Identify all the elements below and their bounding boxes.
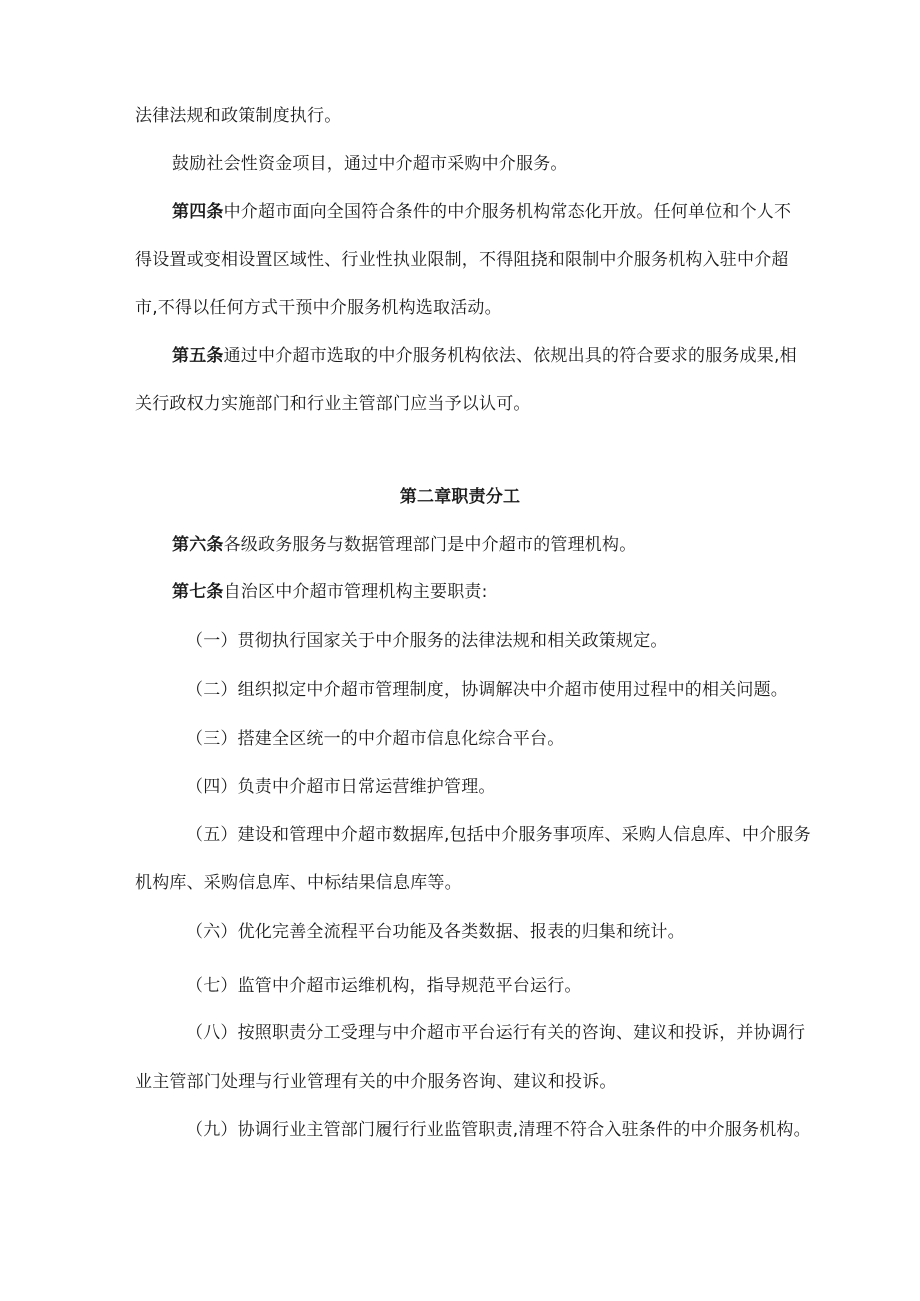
list-item: （五）建设和管理中介超市数据库,包括中介服务事项库、采购人信息库、中介服务 xyxy=(186,825,811,845)
article-text: 通过中介超市选取的中介服务机构依法、依规出具的符合要求的服务成果,相 xyxy=(223,346,797,366)
chapter-title: 第二章职责分工 xyxy=(399,487,521,507)
article-text: 各级政务服务与数据管理部门是中介超市的管理机构。 xyxy=(223,535,637,555)
article-4-line: 得设置或变相设置区域性、行业性执业限制，不得阻挠和限制中介服务机构入驻中介超 xyxy=(135,250,789,270)
article-4-line: 市,不得以任何方式干预中介服务机构选取活动。 xyxy=(135,298,502,318)
list-item: （八）按照职责分工受理与中介超市平台运行有关的咨询、建议和投诉，并协调行 xyxy=(186,1023,806,1043)
article-7-line xyxy=(172,580,488,604)
list-item: （三）搭建全区统一的中介超市信息化综合平台。 xyxy=(186,729,565,749)
article-label: 第五条 xyxy=(172,346,224,366)
list-item-continuation: 机构库、采购信息库、中标结果信息库等。 xyxy=(135,873,462,893)
list-item-continuation: 业主管部门处理与行业管理有关的中介服务咨询、建议和投诉。 xyxy=(135,1072,617,1092)
article-6-line xyxy=(172,533,636,557)
list-item: （一）贯彻执行国家关于中介服务的法律法规和相关政策规定。 xyxy=(186,631,668,651)
article-5-line: 关行政权力实施部门和行业主管部门应当予以认可。 xyxy=(135,394,531,414)
article-4-line xyxy=(172,200,791,224)
article-label: 第四条 xyxy=(172,202,224,222)
article-text: 中介超市面向全国符合条件的中介服务机构常态化开放。任何单位和个人不 xyxy=(223,202,792,222)
paragraph-text: 法律法规和政策制度执行。 xyxy=(135,106,342,126)
list-item: （二）组织拟定中介超市管理制度，协调解决中介超市使用过程中的相关问题。 xyxy=(186,680,788,700)
list-item: （六）优化完善全流程平台功能及各类数据、报表的归集和统计。 xyxy=(186,922,685,942)
paragraph-text: 鼓励社会性资金项目，通过中介超市采购中介服务。 xyxy=(172,154,568,174)
list-item: （九）协调行业主管部门履行行业监管职责,清理不符合入驻条件的中介服务机构。 xyxy=(186,1120,811,1140)
article-label: 第七条 xyxy=(172,582,224,602)
list-item: （七）监管中介超市运维机构，指导规范平台运行。 xyxy=(186,976,582,996)
article-label: 第六条 xyxy=(172,535,224,555)
article-5-line xyxy=(172,344,797,368)
list-item: （四）负责中介超市日常运营维护管理。 xyxy=(186,777,496,797)
article-text: 自治区中介超市管理机构主要职责: xyxy=(223,582,488,602)
